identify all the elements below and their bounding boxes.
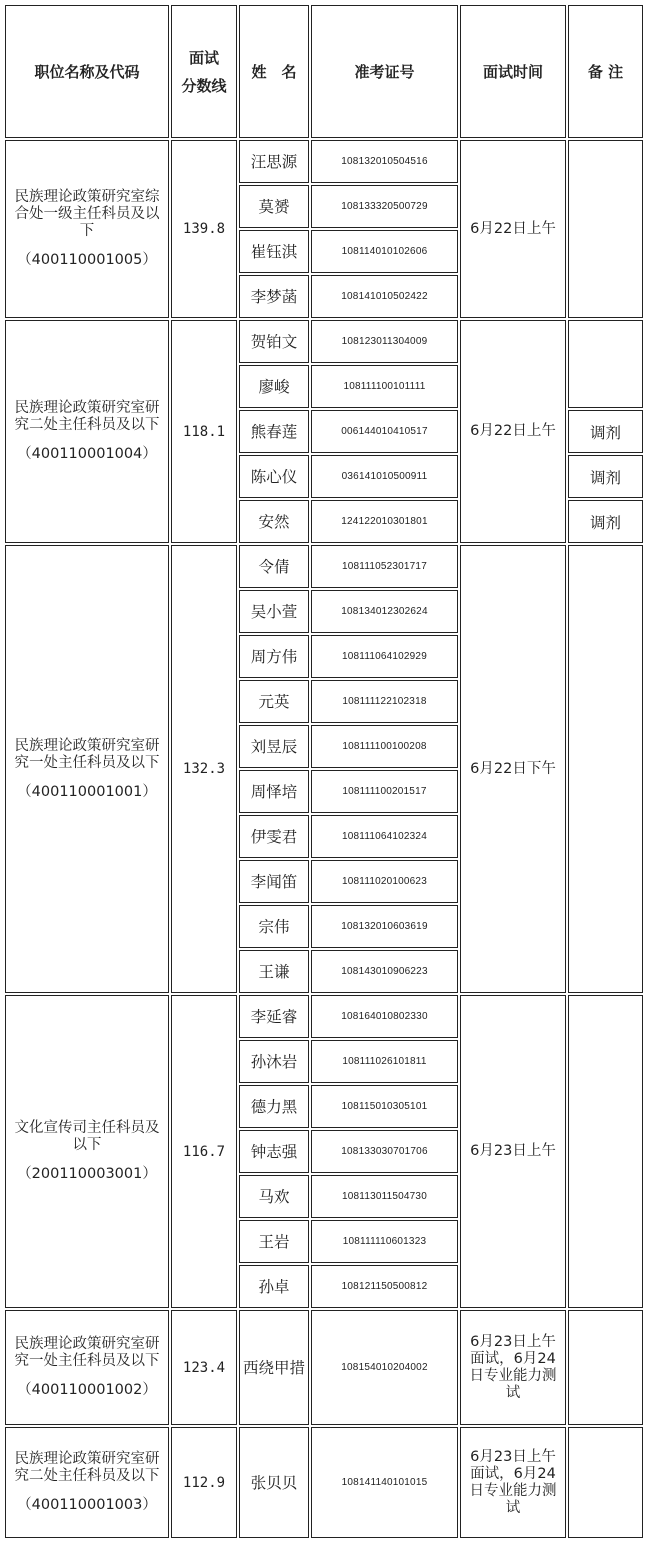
candidate-name-text: 孙沐岩 bbox=[250, 1052, 298, 1071]
time-cell bbox=[460, 140, 566, 318]
candidate-name-text: 孙卓 bbox=[258, 1277, 290, 1296]
header-score-line2: 分数线 bbox=[181, 76, 227, 95]
ticket-number bbox=[311, 1085, 458, 1128]
candidate-name bbox=[239, 635, 309, 678]
ticket-number bbox=[311, 680, 458, 723]
time-cell bbox=[460, 1427, 566, 1538]
position-cell bbox=[5, 995, 169, 1308]
candidate-name bbox=[239, 1175, 309, 1218]
remark-cell-text: 调剂 bbox=[589, 423, 621, 442]
ticket-number-text: 108111064102929 bbox=[342, 651, 427, 662]
candidate-name-text: 张贝贝 bbox=[250, 1473, 298, 1492]
ticket-number-text: 108132010504516 bbox=[341, 156, 428, 167]
ticket-number bbox=[311, 1130, 458, 1173]
remark-cell bbox=[568, 140, 643, 318]
candidate-name-text: 贺铂文 bbox=[250, 332, 298, 351]
ticket-number bbox=[311, 635, 458, 678]
candidate-name bbox=[239, 320, 309, 363]
time-cell-text: 6月23日上午面试，6月24日专业能力测试 bbox=[469, 1448, 557, 1516]
candidate-name bbox=[239, 815, 309, 858]
header-time-label: 面试时间 bbox=[482, 62, 543, 81]
ticket-number-text: 108111026101811 bbox=[342, 1056, 427, 1067]
ticket-number bbox=[311, 500, 458, 543]
candidate-name bbox=[239, 1130, 309, 1173]
ticket-number bbox=[311, 185, 458, 228]
candidate-name bbox=[239, 995, 309, 1038]
score-cell-text: 112.9 bbox=[182, 1474, 226, 1491]
candidate-name bbox=[239, 950, 309, 993]
ticket-number-text: 108115010305101 bbox=[341, 1101, 428, 1112]
position-code: （400110001004） bbox=[17, 446, 157, 462]
header-remark-label: 备 注 bbox=[587, 62, 624, 81]
ticket-number-text: 108114010102606 bbox=[341, 246, 428, 257]
candidate-name bbox=[239, 140, 309, 183]
candidate-name bbox=[239, 230, 309, 273]
position-cell bbox=[5, 140, 169, 318]
position-code: （400110001005） bbox=[17, 252, 157, 268]
ticket-number bbox=[311, 545, 458, 588]
candidate-name-text: 崔钰淇 bbox=[250, 242, 298, 261]
ticket-number-text: 124122010301801 bbox=[341, 516, 428, 527]
ticket-number bbox=[311, 1220, 458, 1263]
ticket-number bbox=[311, 1310, 458, 1425]
ticket-number-text: 108154010204002 bbox=[341, 1362, 428, 1373]
ticket-number-text: 108111020100623 bbox=[342, 876, 427, 887]
ticket-number-text: 108113011504730 bbox=[342, 1191, 427, 1202]
header-remark bbox=[568, 5, 643, 138]
ticket-number bbox=[311, 410, 458, 453]
score-cell bbox=[171, 1310, 237, 1425]
ticket-number-text: 108111100201517 bbox=[342, 786, 427, 797]
candidate-name-text: 廖峻 bbox=[258, 377, 290, 396]
candidate-name bbox=[239, 545, 309, 588]
candidate-name-text: 莫赟 bbox=[258, 197, 290, 216]
candidate-name bbox=[239, 1220, 309, 1263]
ticket-number bbox=[311, 590, 458, 633]
candidate-name bbox=[239, 770, 309, 813]
candidate-name-text: 陈心仪 bbox=[250, 467, 298, 486]
candidate-name-text: 西绕甲措 bbox=[242, 1358, 305, 1377]
position-cell bbox=[5, 320, 169, 543]
remark-cell bbox=[568, 1427, 643, 1538]
ticket-number bbox=[311, 1427, 458, 1538]
header-position-label: 职位名称及代码 bbox=[34, 62, 140, 81]
header-name bbox=[239, 5, 309, 138]
candidate-name-text: 汪思源 bbox=[250, 152, 298, 171]
ticket-number-text: 108111100101111 bbox=[343, 381, 426, 392]
candidate-name-text: 马欢 bbox=[258, 1187, 290, 1206]
ticket-number bbox=[311, 230, 458, 273]
candidate-name bbox=[239, 680, 309, 723]
position-title: 民族理论政策研究室研究一处主任科员及以下 bbox=[14, 737, 160, 771]
time-cell-text: 6月22日上午 bbox=[470, 220, 556, 237]
remark-cell bbox=[568, 500, 643, 543]
remark-cell-text: 调剂 bbox=[589, 513, 621, 532]
remark-cell bbox=[568, 410, 643, 453]
ticket-number-text: 108133030701706 bbox=[341, 1146, 428, 1157]
ticket-number bbox=[311, 905, 458, 948]
time-cell-text: 6月23日上午面试，6月24日专业能力测试 bbox=[469, 1333, 557, 1401]
position-code: （400110001001） bbox=[17, 783, 157, 800]
ticket-number bbox=[311, 275, 458, 318]
ticket-number bbox=[311, 995, 458, 1038]
header-position bbox=[5, 5, 169, 138]
ticket-number-text: 108164010802330 bbox=[341, 1011, 428, 1022]
remark-cell-text: 调剂 bbox=[589, 468, 621, 487]
score-cell bbox=[171, 995, 237, 1308]
ticket-number-text: 108121150500812 bbox=[341, 1281, 428, 1292]
candidate-name bbox=[239, 590, 309, 633]
candidate-name bbox=[239, 1427, 309, 1538]
candidate-name bbox=[239, 365, 309, 408]
position-code: （400110001003） bbox=[17, 1497, 157, 1513]
candidate-name-text: 宗伟 bbox=[258, 917, 290, 936]
time-cell bbox=[460, 320, 566, 543]
candidate-name-text: 元英 bbox=[258, 692, 290, 711]
candidate-name-text: 安然 bbox=[258, 512, 290, 531]
ticket-number bbox=[311, 815, 458, 858]
time-cell-text: 6月22日下午 bbox=[470, 760, 556, 777]
remark-cell bbox=[568, 455, 643, 498]
position-cell bbox=[5, 545, 169, 993]
position-title: 民族理论政策研究室研究二处主任科员及以下 bbox=[14, 1451, 160, 1484]
ticket-number-text: 108111052301717 bbox=[342, 561, 427, 572]
remark-cell bbox=[568, 995, 643, 1308]
candidate-name-text: 吴小萱 bbox=[250, 602, 298, 621]
candidate-name bbox=[239, 860, 309, 903]
remark-cell bbox=[568, 1310, 643, 1425]
ticket-number-text: 036141010500911 bbox=[341, 471, 428, 482]
header-name-label: 姓 名 bbox=[251, 62, 297, 81]
ticket-number bbox=[311, 140, 458, 183]
ticket-number-text: 108133320500729 bbox=[341, 201, 428, 212]
score-cell bbox=[171, 320, 237, 543]
header-score bbox=[171, 5, 237, 138]
candidate-name-text: 钟志强 bbox=[250, 1142, 298, 1161]
score-cell bbox=[171, 545, 237, 993]
candidate-name bbox=[239, 455, 309, 498]
candidate-name-text: 王谦 bbox=[258, 962, 290, 981]
candidate-name-text: 伊雯君 bbox=[250, 827, 298, 846]
score-cell-text: 118.1 bbox=[182, 423, 226, 440]
header-ticket bbox=[311, 5, 458, 138]
candidate-name bbox=[239, 1310, 309, 1425]
ticket-number bbox=[311, 1265, 458, 1308]
candidate-name bbox=[239, 500, 309, 543]
ticket-number-text: 108111122102318 bbox=[342, 696, 427, 707]
candidate-name bbox=[239, 275, 309, 318]
position-title: 民族理论政策研究室研究二处主任科员及以下 bbox=[14, 400, 160, 433]
remark-cell bbox=[568, 545, 643, 993]
candidate-name-text: 德力黑 bbox=[250, 1097, 298, 1116]
header-score-line1: 面试 bbox=[188, 48, 219, 67]
time-cell-text: 6月22日上午 bbox=[470, 423, 556, 439]
candidate-name-text: 周怿培 bbox=[250, 782, 298, 801]
ticket-number-text: 108111100100208 bbox=[342, 741, 427, 752]
candidate-name-text: 李梦菡 bbox=[250, 287, 298, 306]
ticket-number-text: 108123011304009 bbox=[341, 336, 428, 347]
candidate-name-text: 李闻笛 bbox=[250, 872, 298, 891]
candidate-name bbox=[239, 410, 309, 453]
time-cell bbox=[460, 1310, 566, 1425]
ticket-number bbox=[311, 455, 458, 498]
ticket-number-text: 108111064102324 bbox=[342, 831, 427, 842]
position-title: 民族理论政策研究室研究一处主任科员及以下 bbox=[14, 1336, 160, 1369]
candidate-name bbox=[239, 1040, 309, 1083]
ticket-number bbox=[311, 1040, 458, 1083]
time-cell bbox=[460, 545, 566, 993]
ticket-number-text: 108111110601323 bbox=[342, 1236, 427, 1247]
candidate-name bbox=[239, 1265, 309, 1308]
candidate-name bbox=[239, 1085, 309, 1128]
ticket-number bbox=[311, 320, 458, 363]
candidate-name-text: 令倩 bbox=[258, 557, 290, 576]
header-ticket-label: 准考证号 bbox=[354, 62, 415, 81]
score-cell-text: 123.4 bbox=[182, 1359, 226, 1376]
position-title: 文化宣传司主任科员及以下 bbox=[14, 1120, 160, 1153]
position-cell bbox=[5, 1427, 169, 1538]
ticket-number-text: 006144010410517 bbox=[341, 426, 428, 437]
score-cell bbox=[171, 140, 237, 318]
score-cell-text: 132.3 bbox=[182, 761, 226, 777]
position-cell bbox=[5, 1310, 169, 1425]
candidate-name-text: 李延睿 bbox=[250, 1007, 298, 1026]
position-code: （200110003001） bbox=[17, 1166, 157, 1182]
header-time bbox=[460, 5, 566, 138]
position-title: 民族理论政策研究室综合处一级主任科员及以下 bbox=[14, 189, 160, 239]
candidate-name-text: 刘昱辰 bbox=[250, 737, 298, 756]
ticket-number bbox=[311, 770, 458, 813]
ticket-number bbox=[311, 860, 458, 903]
position-code: （400110001002） bbox=[17, 1382, 157, 1398]
score-cell-text: 116.7 bbox=[182, 1143, 226, 1160]
candidate-name bbox=[239, 905, 309, 948]
ticket-number bbox=[311, 950, 458, 993]
ticket-number-text: 108141010502422 bbox=[341, 291, 428, 302]
candidate-name-text: 熊春莲 bbox=[250, 422, 298, 441]
candidate-name bbox=[239, 185, 309, 228]
ticket-number bbox=[311, 1175, 458, 1218]
ticket-number-text: 108141140101015 bbox=[341, 1477, 428, 1488]
score-cell bbox=[171, 1427, 237, 1538]
remark-cell bbox=[568, 320, 643, 408]
candidate-name bbox=[239, 725, 309, 768]
ticket-number bbox=[311, 725, 458, 768]
time-cell bbox=[460, 995, 566, 1308]
candidate-name-text: 周方伟 bbox=[250, 647, 298, 666]
ticket-number bbox=[311, 365, 458, 408]
candidate-name-text: 王岩 bbox=[258, 1232, 290, 1251]
ticket-number-text: 108132010603619 bbox=[341, 921, 428, 932]
score-cell-text: 139.8 bbox=[182, 221, 226, 237]
time-cell-text: 6月23日上午 bbox=[470, 1143, 556, 1159]
ticket-number-text: 108134012302624 bbox=[341, 606, 428, 617]
ticket-number-text: 108143010906223 bbox=[341, 966, 428, 977]
